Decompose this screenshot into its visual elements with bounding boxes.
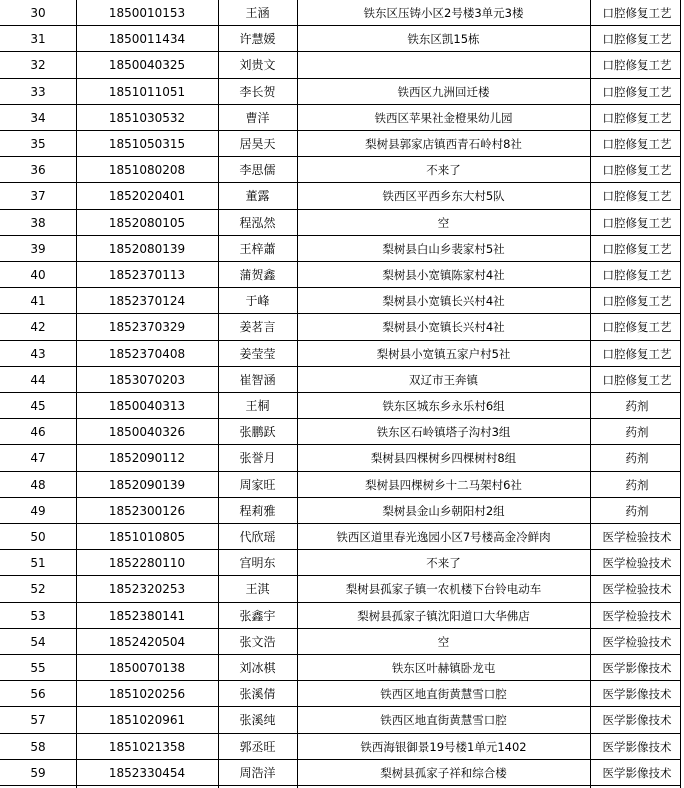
student-id-cell: 1852020401 [108,189,186,204]
major-cell: 口腔修复工艺 [602,372,672,387]
student-name-cell: 郭丞旺 [239,739,276,754]
major-cell: 口腔修复工艺 [602,110,672,125]
student-name-cell: 宫明东 [239,556,276,571]
major-cell: 药剂 [625,451,649,466]
table-row [0,681,684,707]
student-name-cell: 王淇 [245,582,270,597]
major-cell: 口腔修复工艺 [602,84,672,99]
student-name-cell: 刘冰棋 [239,661,276,675]
student-name-cell: 蒲贺鑫 [239,268,276,282]
row-number-cell: 35 [30,137,46,151]
student-name-cell: 姜茗言 [239,320,276,335]
table-row [0,0,684,26]
student-name-cell: 董露 [245,189,270,204]
major-cell: 医学检验技术 [602,608,672,623]
table-row [0,236,684,262]
student-name-cell: 代欣瑶 [239,530,276,544]
row-divider [0,785,681,786]
address-cell: 不来了 [426,163,461,178]
row-number-cell: 41 [30,294,46,309]
student-id-cell: 1852370408 [108,346,186,361]
table-row [0,314,684,340]
address-cell [297,52,590,78]
row-number-cell: 48 [30,477,46,492]
student-name-cell: 曹洋 [245,110,270,125]
student-name-cell: 张鹏跃 [239,425,276,440]
row-number-cell: 32 [30,58,46,73]
address-cell: 空 [437,215,450,230]
table-row [0,341,684,367]
address-cell: 铁西区平西乡东大村5队 [382,189,505,204]
major-cell: 口腔修复工艺 [602,58,672,73]
major-cell: 药剂 [625,477,649,492]
major-cell: 口腔修复工艺 [602,215,672,230]
student-id-cell: 1851010805 [108,530,186,544]
row-number-cell: 44 [30,372,46,387]
student-name-cell: 崔智涵 [239,372,276,387]
major-cell: 医学检验技术 [602,582,672,597]
student-name-cell: 王涵 [245,6,270,20]
address-cell: 梨树县四棵树乡十二马架村6社 [365,477,522,492]
major-cell: 口腔修复工艺 [602,346,672,361]
table-row [0,498,684,524]
student-id-cell: 1852280110 [108,556,186,571]
table-row [0,210,684,236]
major-cell: 口腔修复工艺 [602,163,672,178]
major-cell: 医学影像技术 [602,661,672,675]
student-id-cell: 1852370124 [108,294,186,309]
table-row [0,26,684,52]
student-id-cell: 1852090112 [108,451,186,466]
major-cell: 口腔修复工艺 [602,32,672,47]
address-cell: 梨树县郭家店镇西青石岭村8社 [365,137,522,151]
student-id-cell: 1851080208 [108,163,186,178]
student-name-cell: 张文浩 [239,634,276,649]
student-id-cell: 1851021358 [108,739,186,754]
major-cell: 口腔修复工艺 [602,268,672,282]
major-cell: 医学检验技术 [602,530,672,544]
student-id-cell: 1852300126 [108,503,186,518]
address-cell: 铁西区道里春光逸园小区7号楼高金冷鲜肉 [336,530,551,544]
row-number-cell: 46 [30,425,46,440]
student-name-cell: 张誉月 [239,451,276,466]
row-number-cell: 57 [30,713,46,728]
student-id-cell: 1852370329 [108,320,186,335]
student-id-cell: 1851011051 [108,84,186,99]
table-row [0,760,684,786]
table-row [0,105,684,131]
address-cell: 梨树县白山乡裴家村5社 [382,241,505,256]
student-id-cell: 1850070138 [108,661,186,675]
row-number-cell: 31 [30,32,46,47]
major-cell: 医学影像技术 [602,687,672,702]
address-cell: 空 [437,634,450,649]
address-cell: 铁东区石岭镇塔子沟村3组 [376,425,511,440]
address-cell: 梨树县小宽镇陈家村4社 [382,268,505,282]
address-cell: 梨树县小宽镇长兴村4社 [382,294,505,309]
student-id-cell: 1852370113 [108,268,186,282]
student-name-cell: 王梓蕭 [239,241,276,256]
major-cell: 医学检验技术 [602,634,672,649]
student-id-cell: 1852080139 [108,241,186,256]
address-cell: 梨树县孤家子镇沈阳道口大华佛店 [357,608,530,623]
table-row [0,367,684,393]
row-number-cell: 52 [30,582,46,597]
major-cell: 医学影像技术 [602,765,672,780]
address-cell: 梨树县四棵树乡四棵树村8组 [370,451,517,466]
table-row [0,157,684,183]
student-id-cell: 1852080105 [108,215,186,230]
major-cell: 医学检验技术 [602,556,672,571]
row-number-cell: 49 [30,503,46,518]
address-cell: 铁东区叶赫镇卧龙屯 [391,661,496,675]
student-id-cell: 1853070203 [108,372,186,387]
student-id-cell: 1851020256 [108,687,186,702]
major-cell: 口腔修复工艺 [602,137,672,151]
student-name-cell: 程泓然 [239,215,276,230]
table-row [0,183,684,209]
student-name-cell: 许慧媛 [239,32,276,47]
row-number-cell: 40 [30,268,46,282]
major-cell: 口腔修复工艺 [602,294,672,309]
student-id-cell: 1850011434 [108,32,186,47]
row-number-cell: 51 [30,556,46,571]
row-number-cell: 47 [30,451,46,466]
address-cell: 铁西区地直街黄慧雪口腔 [380,687,507,702]
student-id-cell: 1850010153 [108,6,186,20]
student-name-cell: 周家旺 [239,477,276,492]
major-cell: 口腔修复工艺 [602,241,672,256]
row-number-cell: 55 [30,661,46,675]
student-id-cell: 1851050315 [108,137,186,151]
address-cell: 梨树县小宽镇长兴村4社 [382,320,505,335]
student-name-cell: 刘贵文 [239,58,276,73]
student-id-cell: 1852420504 [108,634,186,649]
student-id-cell: 1852320253 [108,582,186,597]
student-name-cell: 李思儒 [239,163,276,178]
row-number-cell: 34 [30,110,46,125]
address-cell: 梨树县小宽镇五家户村5社 [376,346,511,361]
address-cell: 梨树县孤家子镇一农机楼下台铃电动车 [345,582,542,597]
student-id-cell: 1850040326 [108,425,186,440]
student-name-cell: 张溪倩 [239,687,276,702]
table-row [0,79,684,105]
row-number-cell: 39 [30,241,46,256]
address-cell: 铁东区压铸小区2号楼3单元3楼 [363,6,524,20]
major-cell: 医学影像技术 [602,713,672,728]
address-cell: 梨树县金山乡朝阳村2组 [382,503,505,518]
row-number-cell: 54 [30,634,46,649]
table-row [0,629,684,655]
row-number-cell: 33 [30,84,46,99]
table-row [0,655,684,681]
row-number-cell: 30 [30,6,46,20]
student-id-cell: 1852330454 [108,765,186,780]
address-cell: 铁西区苹果社金橙果幼儿园 [374,110,513,125]
table-row [0,576,684,602]
address-cell: 铁东区城东乡永乐村6组 [382,399,505,413]
student-name-cell: 张鑫宇 [239,608,276,623]
major-cell: 口腔修复工艺 [602,320,672,335]
student-id-cell: 1852090139 [108,477,186,492]
major-cell: 药剂 [625,503,649,518]
address-cell: 铁西区地直街黄慧雪口腔 [380,713,507,728]
major-cell: 医学影像技术 [602,739,672,754]
student-id-cell: 1851030532 [108,110,186,125]
row-number-cell: 37 [30,189,46,204]
student-name-cell: 李长贺 [239,84,276,99]
student-name-cell: 居昊天 [239,137,276,151]
table-row [0,445,684,471]
table-row [0,472,684,498]
address-cell: 双辽市王奔镇 [409,372,478,387]
student-id-cell: 1850040325 [108,58,186,73]
row-number-cell: 43 [30,346,46,361]
table-row [0,262,684,288]
major-cell: 药剂 [625,399,649,413]
row-number-cell: 38 [30,215,46,230]
table-row [0,603,684,629]
student-id-cell: 1852380141 [108,608,186,623]
major-cell: 药剂 [625,425,649,440]
major-cell: 口腔修复工艺 [602,189,672,204]
major-cell: 口腔修复工艺 [602,6,672,20]
row-number-cell: 36 [30,163,46,178]
student-name-cell: 程莉雅 [239,503,276,518]
student-name-cell: 张溪纯 [239,713,276,728]
row-number-cell: 58 [30,739,46,754]
row-number-cell: 59 [30,765,46,780]
table-row [0,288,684,314]
student-name-cell: 王桐 [245,399,270,413]
row-number-cell: 53 [30,608,46,623]
row-number-cell: 56 [30,687,46,702]
student-id-cell: 1851020961 [108,713,186,728]
student-name-cell: 于峰 [245,294,270,309]
address-cell: 铁西海银御景19号楼1单元1402 [360,739,527,754]
student-name-cell: 周浩洋 [239,765,276,780]
row-number-cell: 50 [30,530,46,544]
table-row [0,524,684,550]
address-cell: 铁西区九洲回迁楼 [397,84,490,99]
table-row [0,419,684,445]
address-cell: 不来了 [426,556,461,571]
table-row [0,734,684,760]
row-number-cell: 45 [30,399,46,413]
table-row [0,550,684,576]
table-row [0,707,684,733]
row-number-cell: 42 [30,320,46,335]
table-row [0,52,684,78]
address-cell: 铁东区凯15栋 [407,32,480,47]
student-id-cell: 1850040313 [108,399,186,413]
table-row [0,393,684,419]
table-row [0,131,684,157]
student-name-cell: 姜莹莹 [239,346,276,361]
address-cell: 梨树县孤家子祥和综合楼 [380,765,507,780]
